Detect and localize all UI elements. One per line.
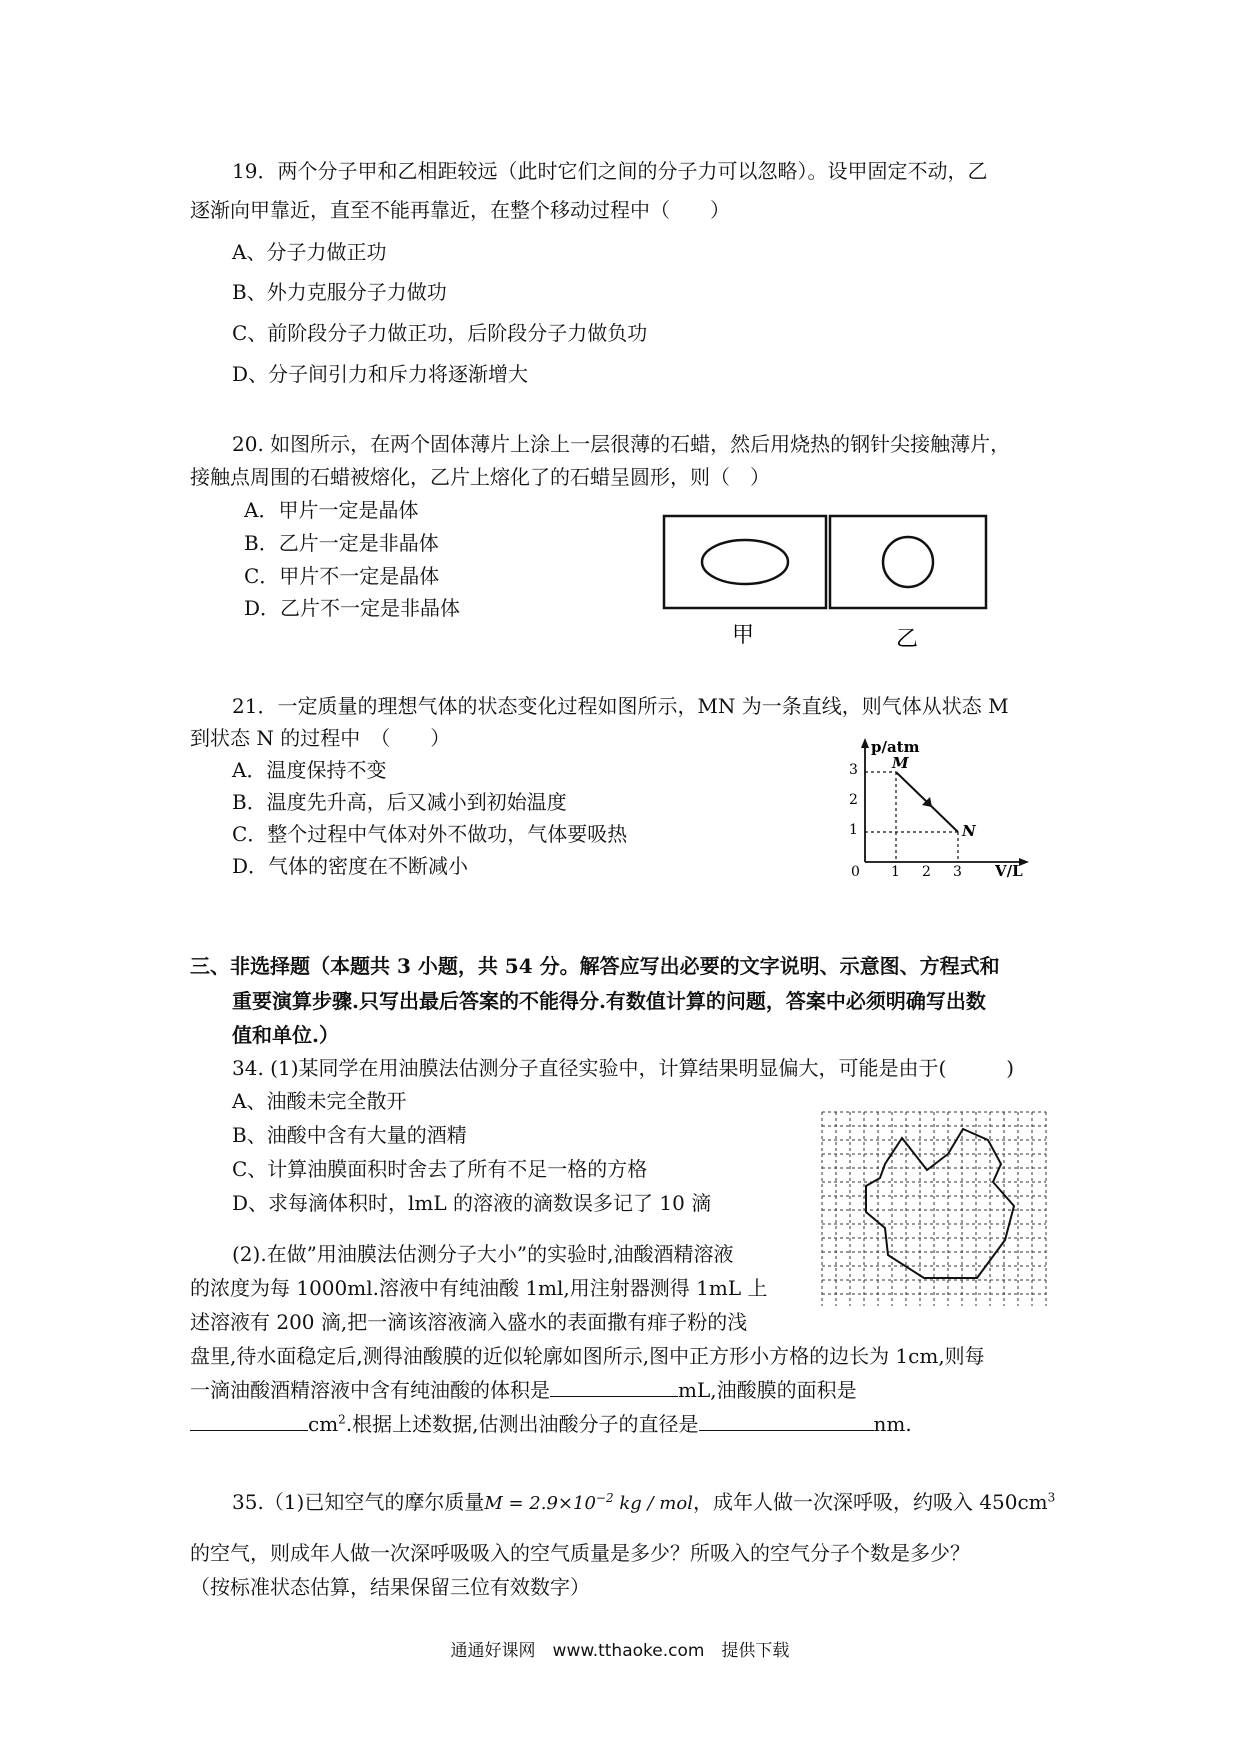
q34-part2-line1: (2).在做”用油膜法估测分子大小”的实验时,油酸酒精溶液 <box>232 1242 734 1266</box>
oil-film-outline <box>866 1129 1014 1278</box>
x-tick-3: 3 <box>953 864 962 878</box>
q34-part2-line4: 盘里,待水面稳定后,测得油酸膜的近似轮廓如图所示,图中正方形小方格的边长为 1cm,则每 <box>190 1344 985 1368</box>
q19-line2: 逐渐向甲靠近，直至不能再靠近，在整个移动过程中（ ） <box>190 198 730 222</box>
x-tick-0: 0 <box>851 864 860 878</box>
q21-option-c: C．整个过程中气体对外不做功，气体要吸热 <box>232 822 628 846</box>
q34-part2-line5 <box>190 1376 857 1404</box>
q34-text-unit-nm: nm. <box>873 1412 912 1436</box>
q21-option-a: A．温度保持不变 <box>232 758 387 782</box>
q34-part2-line3: 述溶液有 200 滴,把一滴该溶液滴入盛水的表面撒有痱子粉的浅 <box>190 1310 748 1334</box>
q34-text-unit-sup: 2 <box>338 1412 346 1427</box>
q19-option-b: B、外力克服分子力做功 <box>232 280 447 304</box>
q19-line1: 19．两个分子甲和乙相距较远（此时它们之间的分子力可以忽略）。设甲固定不动，乙 <box>232 159 988 183</box>
q19-option-a: A、分子力做正功 <box>232 240 387 264</box>
q21-option-d: D．气体的密度在不断减小 <box>232 854 469 878</box>
formula-exponent: −2 <box>595 1491 614 1505</box>
section3-heading-line3: 值和单位.） <box>232 1023 339 1047</box>
q34-option-c: C、计算油膜面积时舍去了所有不足一格的方格 <box>232 1157 648 1181</box>
label-jia: 甲 <box>732 623 755 648</box>
q34-option-a: A、油酸未完全散开 <box>232 1089 407 1113</box>
molar-mass-formula <box>484 1493 693 1514</box>
point-label-n: N <box>962 822 976 840</box>
answer-blank-area[interactable] <box>190 1410 308 1431</box>
q20-option-c: C．甲片不一定是晶体 <box>244 564 440 588</box>
y-tick-1: 1 <box>849 822 858 838</box>
q20-option-b: B．乙片一定是非晶体 <box>244 531 439 555</box>
q21-line1: 21．一定质量的理想气体的状态变化过程如图所示，MN 为一条直线，则气体从状态 M <box>232 694 1009 718</box>
x-tick-1: 1 <box>891 864 900 878</box>
q21-option-b: B．温度先升高，后又减小到初始温度 <box>232 790 567 814</box>
label-yi: 乙 <box>896 627 919 652</box>
q35-text-breath: ，成年人做一次深呼吸，约吸入 450cm <box>692 1490 1048 1514</box>
oil-film-grid-figure <box>818 1108 1050 1306</box>
x-axis-label: V/L <box>995 862 1023 878</box>
plate-jia <box>664 516 826 608</box>
answer-blank-volume[interactable] <box>550 1376 678 1397</box>
circle-melt-yi <box>883 537 933 587</box>
q20-figure <box>660 512 1000 657</box>
q34-text-unit-cm: cm <box>308 1412 339 1436</box>
y-tick-3: 3 <box>849 762 858 778</box>
section3-heading-line2: 重要演算步骤.只写出最后答案的不能得分.有数值计算的问题，答案中必须明确写出数 <box>232 989 986 1013</box>
q35-line2: 的空气，则成年人做一次深呼吸吸入的空气质量是多少？所吸入的空气分子个数是多少？ <box>190 1541 970 1565</box>
q34-part1-line: 34. (1)某同学在用油膜法估测分子直径实验中，计算结果明显偏大，可能是由于( ) <box>232 1056 1015 1080</box>
q34-part2-line2: 的浓度为每 1000ml.溶液中有纯油酸 1ml,用注射器测得 1mL 上 <box>190 1276 768 1300</box>
section3-heading-line1: 三、非选择题（本题共 3 小题，共 54 分。解答应写出必要的文字说明、示意图、方程式和 <box>190 954 1000 978</box>
q34-text-diameter-prompt: .根据上述数据,估测出油酸分子的直径是 <box>345 1412 699 1436</box>
plate-yi <box>830 516 986 608</box>
answer-blank-diameter[interactable] <box>699 1410 874 1431</box>
q34-option-b: B、油酸中含有大量的酒精 <box>232 1123 467 1147</box>
q21-line2: 到状态 N 的过程中 （ ） <box>190 726 451 750</box>
q35-line3: （按标准状态估算，结果保留三位有效数字） <box>190 1575 590 1599</box>
q34-text-volume-prompt: 一滴油酸酒精溶液中含有纯油酸的体积是 <box>190 1378 550 1402</box>
footer-credit: 通通好课网 www.tthaoke.com 提供下载 <box>450 1641 790 1661</box>
q34-part2-line6 <box>190 1410 912 1438</box>
y-tick-2: 2 <box>849 792 858 808</box>
point-label-m: M <box>892 754 909 772</box>
q34-option-d: D、求每滴体积时，lmL 的溶液的滴数误多记了 10 滴 <box>232 1191 712 1215</box>
q19-option-c: C、前阶段分子力做正功，后阶段分子力做负功 <box>232 321 648 345</box>
q20-line2: 接触点周围的石蜡被熔化，乙片上熔化了的石蜡呈圆形，则（ ） <box>190 465 770 489</box>
x-tick-2: 2 <box>922 864 931 878</box>
q20-option-a: A．甲片一定是晶体 <box>244 498 419 522</box>
pv-graph <box>845 738 1045 878</box>
q34-text-area-prompt: mL,油酸膜的面积是 <box>678 1378 857 1402</box>
ellipse-melt-jia <box>702 540 788 584</box>
y-axis-label: p/atm <box>871 738 920 756</box>
q20-option-d: D．乙片不一定是非晶体 <box>244 596 461 620</box>
y-axis-arrow <box>861 738 869 748</box>
q19-option-d: D、分子间引力和斥力将逐渐增大 <box>232 362 529 386</box>
formula-base: M = 2.9×10 <box>484 1493 596 1514</box>
formula-unit: kg / mol <box>613 1493 693 1514</box>
q20-line1: 20. 如图所示，在两个固体薄片上涂上一层很薄的石蜡，然后用烧热的钢针尖接触薄片， <box>232 432 1011 456</box>
q35-text-unit-sup: 3 <box>1047 1490 1056 1505</box>
q35-line1 <box>232 1488 1055 1518</box>
q35-text-intro: 35.（1)已知空气的摩尔质量 <box>232 1490 485 1514</box>
